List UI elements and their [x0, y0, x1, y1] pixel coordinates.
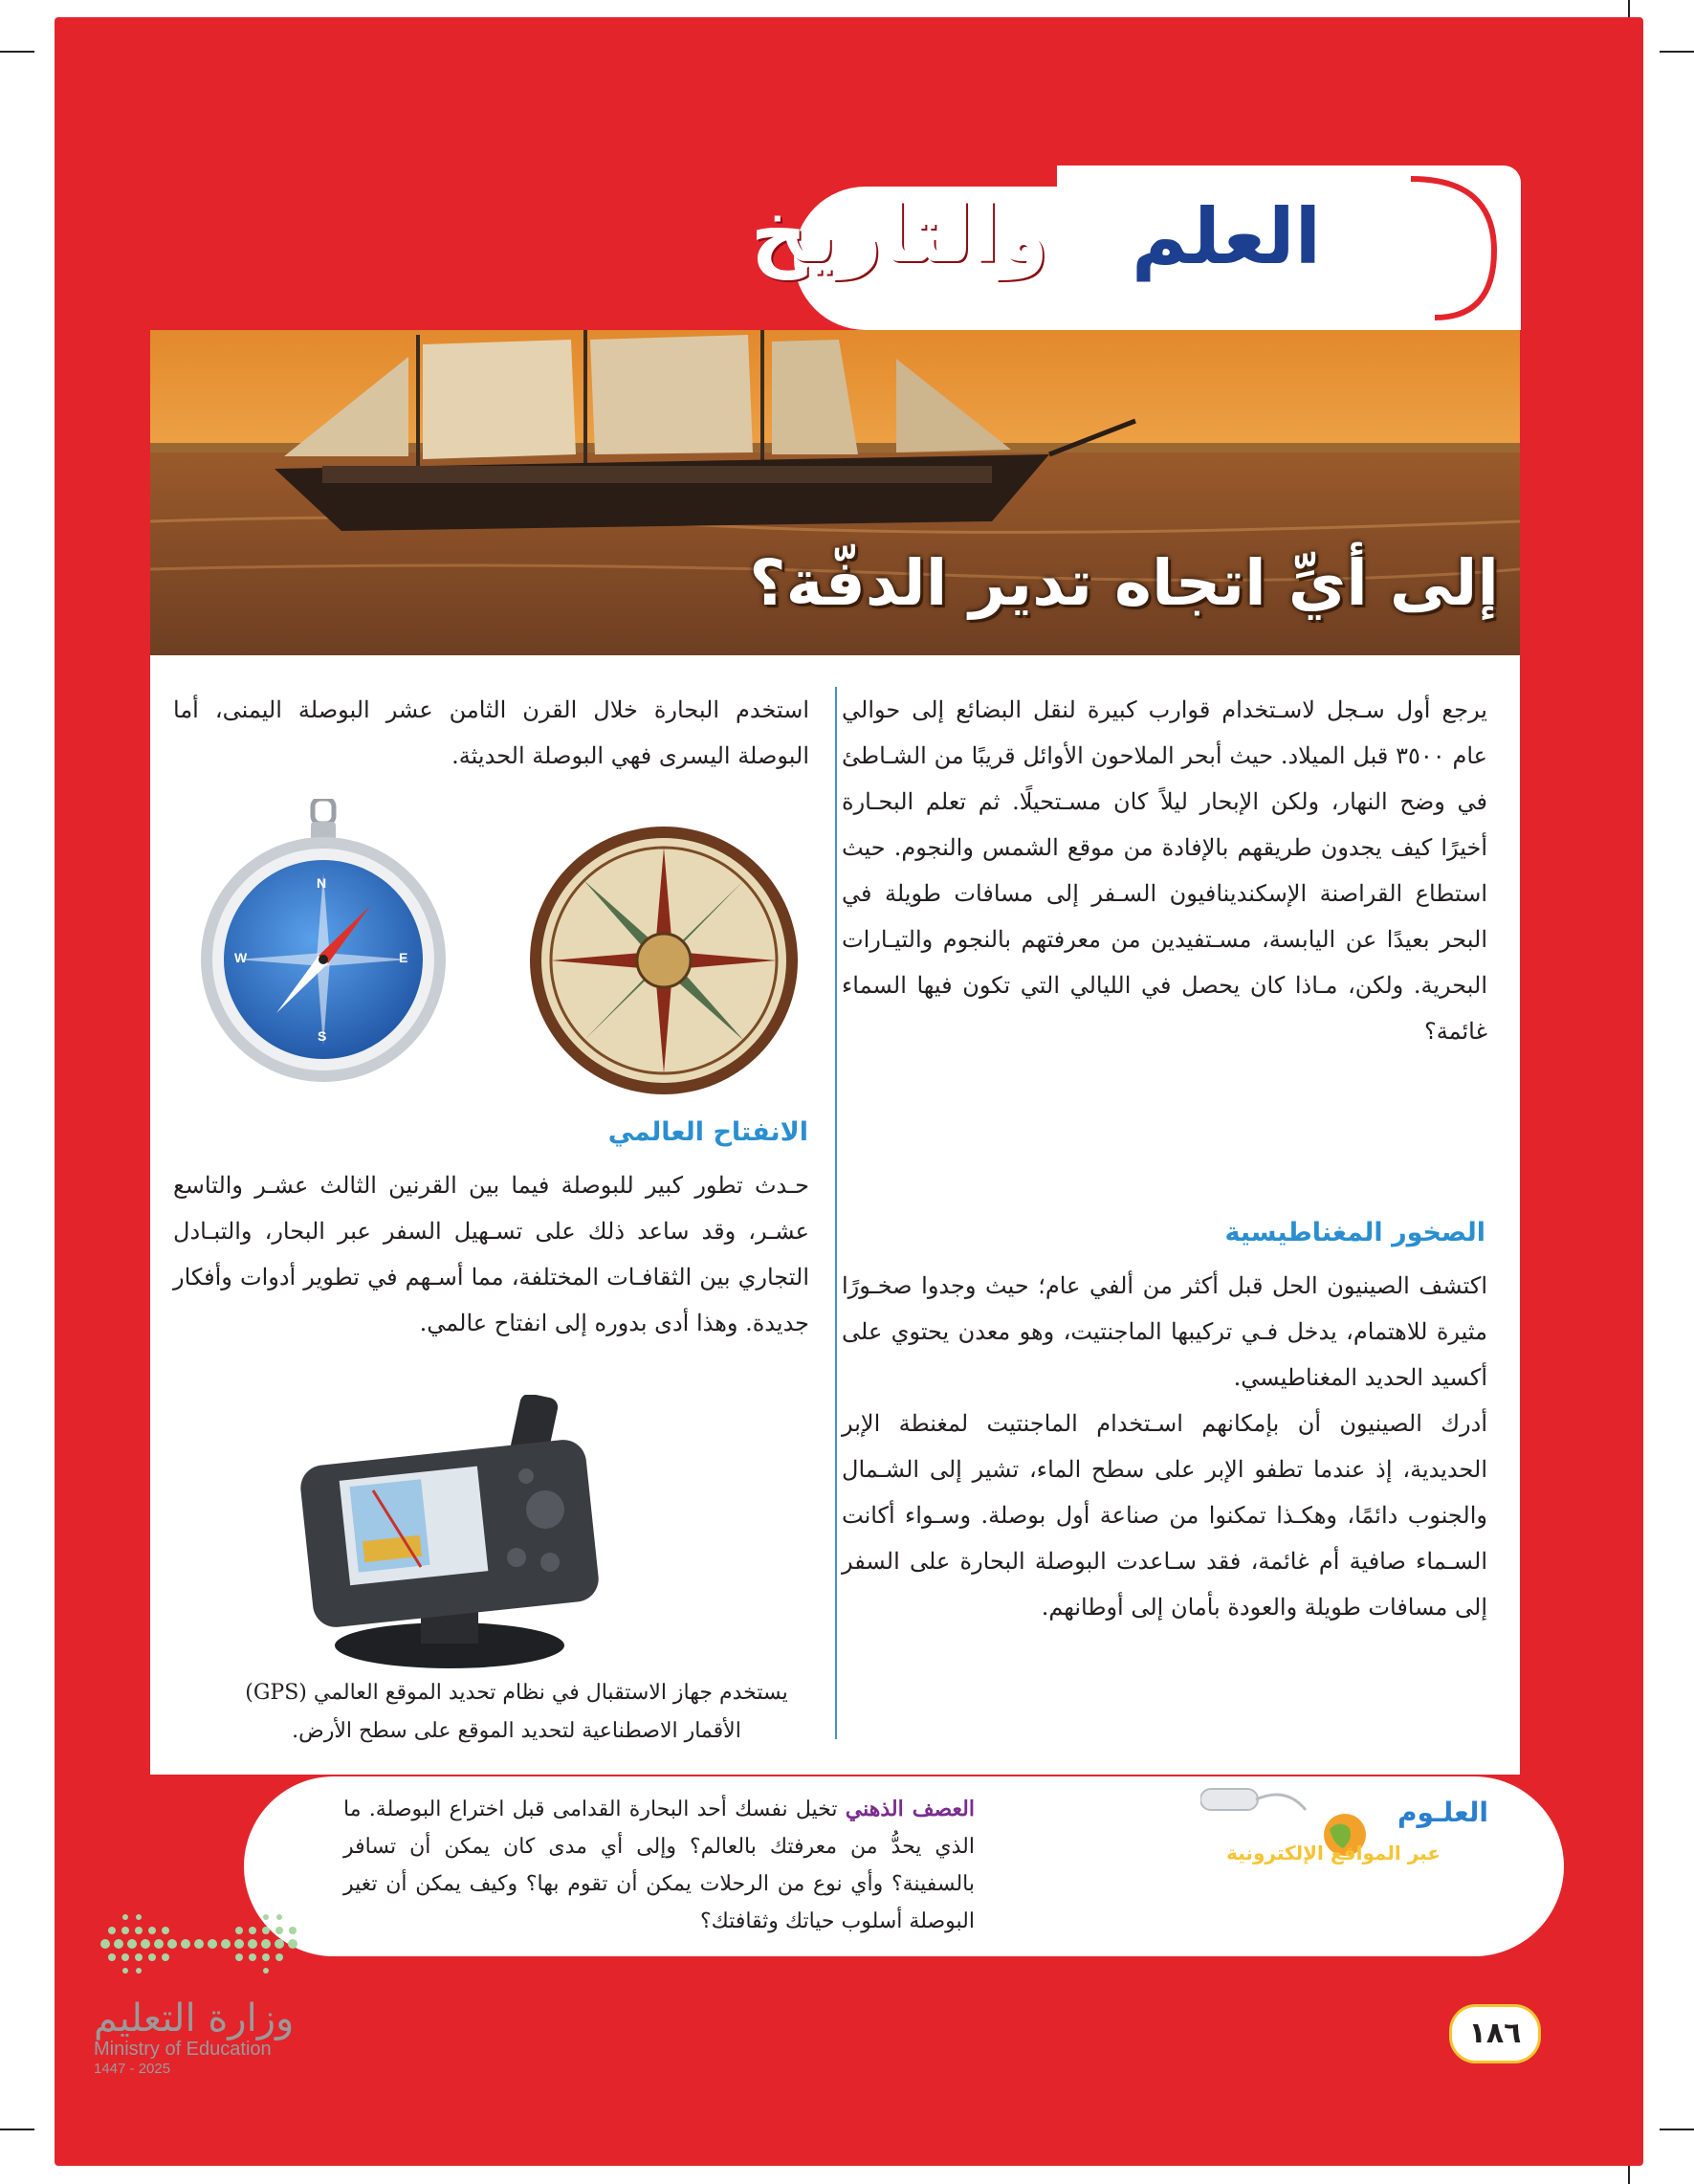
magnetic-rocks-paragraph-2: أدرك الصينيون أن بإمكانهم اسـتخدام الماجنتيت لمغنطة الإبر الحديدية، إذ عندما تطفو الإبر على سطح الماء، تشير إلى الشـمال والجنوب دائمًا، وهكـذا تمكنوا من صناعة أول بوصلة. وسـواء أكانت السـماء صافية أم غائمة، فقد سـاعدت البوصلة البحارة على السفر إلى مسافات طويلة والعودة بأمان إلى أوطانهم. — [842, 1410, 1487, 1621]
title-history: والتاريخ — [750, 189, 1048, 280]
compass-letter-s: S — [318, 1028, 327, 1044]
column-divider — [835, 687, 837, 1739]
science-online-note: ارجع إلى المواقع الإلكترونية عبر شبكة الإنترنت — [1028, 1891, 1512, 1920]
compass-paragraph: استخدم البحارة خلال القرن الثامن عشر البوصلة اليمنى، أما البوصلة اليسرى فهي البوصلة الحديثة. — [173, 696, 809, 769]
gps-caption — [201, 1674, 832, 1751]
science-online-title: العلـوم — [1397, 1797, 1488, 1828]
modern-compass-image — [196, 799, 450, 1086]
magnetic-rocks-paragraph-1: اكتشف الصينيون الحل قبل أكثر من ألفي عام؛ حيث وجدوا صخـورًا مثيرة للاهتمام، يدخل فـي تركيبها الماجنتيت، وهو معدن يحتوي على أكسيد الحديد المغناطيسي. — [842, 1272, 1487, 1391]
title-banner-curve — [1406, 174, 1502, 327]
hero-image — [150, 330, 1520, 655]
global-openness-heading: الانفتاح العالمي — [607, 1117, 808, 1147]
title-science: العلم — [1131, 192, 1321, 281]
ministry-logo — [94, 1996, 314, 2077]
crop-mark — [1660, 2129, 1694, 2130]
crop-mark — [0, 2129, 34, 2130]
compass-letter-n: N — [317, 875, 327, 891]
magnetic-rocks-heading: الصخور المغناطيسية — [1224, 1218, 1485, 1247]
ministry-year: 2025 - 1447 — [94, 2061, 171, 2077]
hero-title: إلى أيِّ اتجاه تدير الدفّة؟ — [749, 546, 1499, 620]
brainstorm-text: تخيل نفسك أحد البحارة القدامى قبل اختراع البوصلة. ما الذي يحدُّ من معرفتك بالعالم؟ وإلى أي مدى كان يمكن أن تسافر بالسفينة؟ وأي نوع من الرحلات يمكن أن تقوم بها؟ وكيف يمكن أن تغير البوصلة أسلوب حياتك وثقافتك؟ — [343, 1798, 975, 1933]
crop-mark — [1660, 51, 1694, 53]
gps-device-image — [287, 1395, 617, 1672]
ministry-name-en: Ministry of Education — [94, 2039, 272, 2060]
antique-compass-image — [524, 821, 803, 1100]
ministry-logo-dots — [96, 1906, 306, 1982]
brainstorm-title: العصف الذهني — [845, 1797, 975, 1821]
gps-caption-line-1: يستخدم جهاز الاستقبال في نظام تحديد الموقع العالمي (GPS) — [245, 1681, 788, 1705]
global-openness-paragraph: حـدث تطور كبير للبوصلة فيما بين القرنين الثالث عشـر والتاسع عشـر، وقد ساعد ذلك على تسـهيل السفر عبر البحار، والتبـادل التجاري بين الثقافـات المختلفة، مما أسـهم في تطوير أدوات وأفكار جديدة. وهذا أدى بدوره إلى انفتاح عالمي. — [173, 1172, 809, 1336]
ministry-name-ar: وزارة التعليم — [94, 1996, 295, 2041]
science-online-subtitle: عبر المواقع الإلكترونية — [1226, 1842, 1441, 1864]
brainstorm-text-block — [343, 1791, 975, 1940]
gps-caption-line-2: الأقمار الاصطناعية لتحديد الموقع على سطح الأرض. — [292, 1719, 741, 1743]
intro-paragraph: يرجع أول سـجل لاسـتخدام قوارب كبيرة لنقل البضائع إلى حوالي عام ٣٥٠٠ قبل الميلاد. حيث أبحر الملاحون الأوائل قريبًا من الشـاطئ في وضح النهار، ولكن الإبحار ليلاً كان مسـتحيلًا. ثم تعلم البحـارة أخيرًا كيف يجدون طريقهم بالإفادة من موقع الشمس والنجوم. حيث استطاع القراصنة الإسكندينافيون السـفر إلى مسافات طويلة في البحر بعيدًا عن اليابسة، مسـتفيدين من معرفتهم بالنجوم والتيـارات البحرية. ولكن، مـاذا كان يحصل في الليالي التي تكون فيها السماء غائمة؟ — [842, 696, 1487, 1045]
page-number: ١٨٦ — [1449, 2004, 1541, 2063]
crop-mark — [0, 51, 34, 53]
compass-letter-e: E — [399, 950, 408, 965]
compass-letter-w: W — [234, 950, 248, 965]
